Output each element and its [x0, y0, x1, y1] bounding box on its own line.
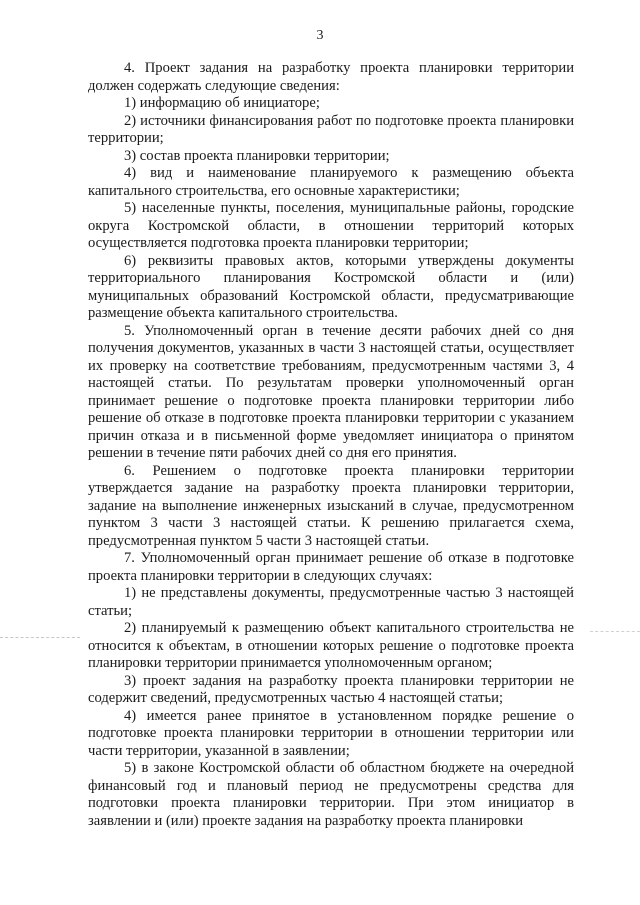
list-item: 3) состав проекта планировки территории;	[124, 147, 390, 164]
list-item: 4) имеется ранее принятое в установленном порядке решение о подготовке проекта планировки территории в отношении территории или части территории, указанной в заявлении;	[88, 707, 574, 759]
list-item: 6) реквизиты правовых актов, которыми утверждены документы территориального планирования Костромской области и (или) муниципальных образований Костромской области, предусматривающие размещение объекта капитального строительства.	[88, 252, 574, 321]
list-item: 1) информацию об инициаторе;	[124, 95, 320, 111]
list-item: 2) источники финансирования работ по подготовке проекта планировки территории;	[88, 112, 574, 146]
list-item: 4) вид и наименование планируемого к размещению объекта капитального строительства, его основные характеристики;	[88, 165, 574, 199]
list-item: 3) проект задания на разработку проекта планировки территории не содержит сведений, предусмотренных частью 4 настоящей статьи;	[88, 672, 574, 706]
list-item: 5) населенные пункты, поселения, муниципальные районы, городские округа Костромской области, в отношении территорий которых осуществляется подготовка проекта планировки территории;	[88, 200, 574, 251]
section-4-paragraph: 4. Проект задания на разработку проекта планировки территории должен содержать следующие сведения:	[88, 60, 574, 94]
scan-artifact-line	[0, 637, 80, 638]
section-7-paragraph: 7. Уполномоченный орган принимает решение об отказе в подготовке проекта планировки территории в следующих случаях:	[88, 550, 574, 584]
list-item: 5) в законе Костромской области об областном бюджете на очередной финансовый год и плановый период не предусмотрены средства для подготовки проекта планировки территории. При этом инициатор в заявлении и (или) проекте задания на разработку проекта планировки	[88, 760, 574, 829]
page-number: 3	[316, 28, 324, 43]
document-body	[88, 60, 574, 830]
section-6-paragraph: 6. Решением о подготовке проекта планировки территории утверждается задание на разработку проекта планировки территории, задание на выполнение инженерных изысканий в случае, предусмотренном пунктом 3 части 3 настоящей статьи. К решению прилагается схема, предусмотренная пунктом 5 части 3 настоящей статьи.	[88, 462, 574, 549]
list-item: 2) планируемый к размещению объект капитального строительства не относится к объектам, в отношении которых решение о подготовке проекта планировки территории принимается уполномоченным органом;	[88, 620, 574, 671]
list-item: 1) не представлены документы, предусмотренные частью 3 настоящей статьи;	[88, 585, 574, 619]
scan-artifact-line	[590, 631, 640, 632]
section-5-paragraph: 5. Уполномоченный орган в течение десяти рабочих дней со дня получения документов, указанных в части 3 настоящей статьи, осуществляет их проверку на соответствие требованиям, предусмотренным частями 3, 4 настоящей статьи. По результатам проверки уполномоченный орган принимает решение о подготовке проекта планировки территории либо решение об отказе в подготовке проекта планировки территории с указанием причин отказа и в письменной форме уведомляет инициатора о принятом решении в течение пяти рабочих дней со дня его принятия.	[88, 322, 574, 461]
